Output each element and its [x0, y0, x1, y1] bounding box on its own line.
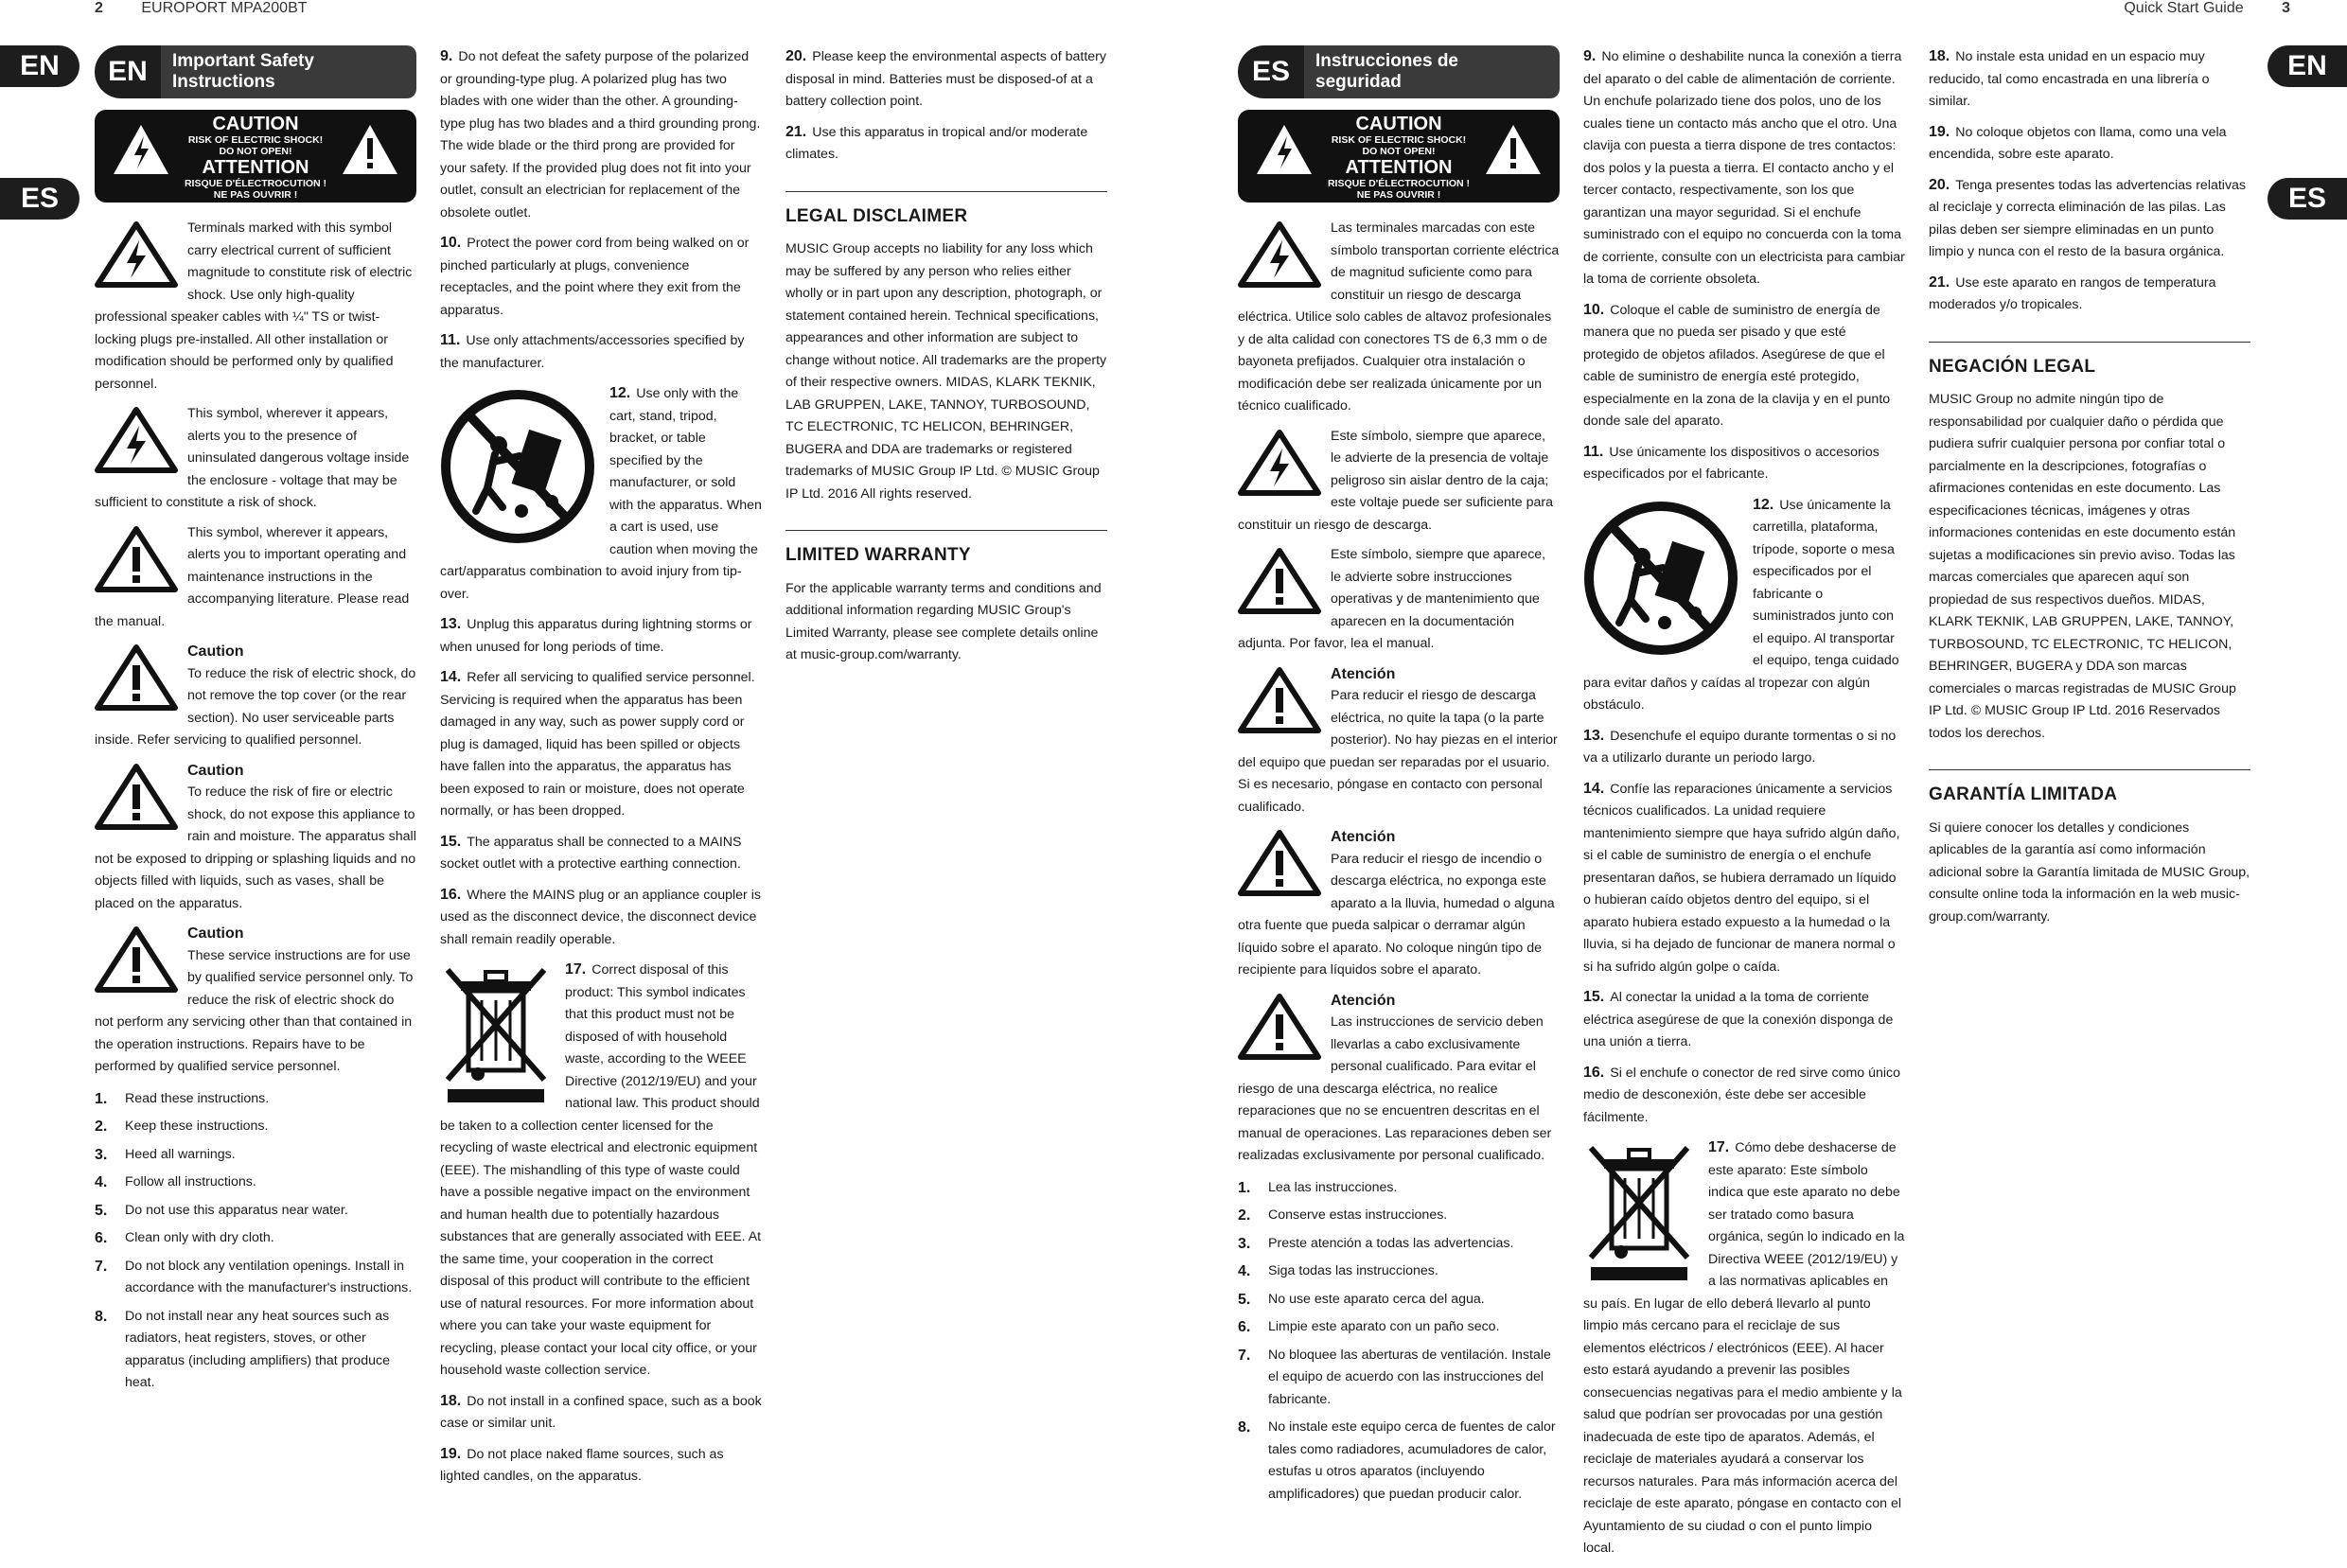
item-number: 6. [1238, 1319, 1251, 1335]
legal-disclaimer-text: MUSIC Group no admite ningún tipo de responsabilidad por cualquier daño o pérdida que pudiera sufrir cualquier persona por confiar total o parcialmente en la descripciones, fotografías o afirmaciones contenidas en este documento. Las especificaciones técnicas, imágenes y otras informaciones contenidas en este documento están sujetas a modificaciones sin previo aviso. Todas las marcas comerciales que aparecen aquí son propiedad de sus respectivos dueños. MIDAS, KLARK TEKNIK, LAB GRUPPEN, LAKE, TANNOY, TURBOSOUND, TC ELECTRONIC, TC HELICON, BEHRINGER, BUGERA y DDA son marcas comerciales o marcas registradas de MUSIC Group IP Ltd. © MUSIC Group IP Ltd. 2016 Reservados todos los derechos. [1929, 392, 2236, 741]
symbol-block [1238, 990, 1560, 1168]
item-number: 12. [609, 385, 631, 401]
item-text: Cómo debe deshacerse de este aparato: Este símbolo indica que este aparato no debe ser tratado como basura orgánica, según lo indicado en la Directiva WEEE (2012/19/EU) y a las normativas aplicables en su país. En lugar de ello deberá llevarlo al punto limpio más cercano para el reciclaje de sus elementos eléctricos / electrónicos (EEE). Al hacer esto estará ayudando a prevenir las posibles consecuencias negativas para el medio ambiente y la salud que podrían ser provocadas por una gestión inadecuada de este tipo de aparatos. Además, el reciclaje de materiales ayudará a conservar los recursos naturales. Para más información acerca del reciclaje de este aparato, póngase en contacto con el Ayuntamiento de su ciudad o con el punto limpio local. [1583, 1140, 1905, 1556]
exclamation-warning-icon [95, 764, 178, 830]
list-item [1929, 45, 2250, 114]
item-number: 13. [1583, 727, 1605, 744]
list-item [440, 1390, 762, 1436]
symbol-text: Para reducir el riesgo de incendio o descarga eléctrica, no exponga este aparato a la lluvia, humedad o alguna otra fuente que pueda salpicar o derramar algún líquido sobre el aparato. No coloque ningún tipo de recipiente para líquidos sobre el aparato. [1238, 851, 1555, 978]
item-number: 7. [1238, 1347, 1251, 1364]
item-text: Tenga presentes todas las advertencias relativas al reciclaje y correcta eliminación de las pilas. Las pilas deben ser siempre eliminadas en un punto limpio y nunca con el resto de la basura orgánica. [1929, 177, 2247, 259]
item-number: 10. [440, 235, 462, 251]
list-item [785, 45, 1107, 114]
item-text: Limpie este aparato con un paño seco. [1268, 1319, 1500, 1334]
symbol-heading: Atención [1331, 992, 1396, 1009]
item-number: 17. [565, 961, 587, 978]
limited-warranty-heading: LIMITED WARRANTY [785, 545, 971, 565]
legal-disclaimer-heading: LEGAL DISCLAIMER [785, 205, 968, 226]
symbol-block [95, 218, 416, 396]
list-item [1238, 1260, 1560, 1283]
exclamation-warning-icon [1238, 830, 1321, 896]
item-text: Preste atención a todas las advertencias. [1268, 1235, 1514, 1251]
item-number: 13. [440, 616, 462, 632]
item-number: 19. [1929, 123, 1950, 140]
item-text: Do not defeat the safety purpose of the polarized or grounding-type plug. A polarized plug has two blades with one wider than the other. A grounding-type plug has two blades and a third grounding prong. The wide blade or the third prong are provided for your safety. If the provided plug does not fit into your outlet, consult an electrician for replacement of the obsolete outlet. [440, 49, 761, 220]
item-text: Please keep the environmental aspects of battery disposal in mind. Batteries must be disposed-of at a battery collection point. [785, 49, 1106, 109]
item-text: No instale este equipo cerca de fuentes de calor tales como radiadores, acumuladores de calor, estufas u otros aparatos (incluyendo amplificadores) que puedan producir calor. [1268, 1419, 1556, 1502]
limited-warranty-text: For the applicable warranty terms and conditions and additional information regarding MUSIC Group's Limited Warranty, please see complete details online at music-group.com/warranty. [785, 580, 1102, 662]
legal-disclaimer-text: MUSIC Group accepts no liability for any loss which may be suffered by any person who relies either wholly or in part upon any description, photograph, or statement contained herein. Technical specifications, appearances and other information are subject to change without notice. All trademarks are the property of their respective owners. MIDAS, KLARK TEKNIK, LAB GRUPPEN, LAKE, TANNOY, TURBOSOUND, TC ELECTRONIC, TC HELICON, BEHRINGER, BUGERA and DDA are trademarks or registered trademarks of MUSIC Group IP Ltd. © MUSIC Group IP Ltd. 2016 All rights reserved. [785, 241, 1107, 502]
item-text: Do not install near any heat sources such as radiators, heat registers, stoves, or other apparatus (including amplifiers) that produce heat. [125, 1308, 390, 1390]
item-text: Unplug this apparatus during lightning storms or when unused for long periods of time. [440, 617, 752, 655]
symbol-block [1238, 544, 1560, 656]
item-text: Clean only with dry cloth. [125, 1230, 274, 1245]
exclamation-warning-icon [1238, 548, 1321, 614]
lightning-warning-icon [112, 123, 170, 176]
symbol-block [95, 923, 416, 1079]
symbol-text: Las instrucciones de servicio deben llevarlas a cabo exclusivamente personal cualificado. Para evitar el riesgo de una descarga eléctrica, no realice reparaciones que no se encuentren descritas en el manual de operaciones. Las reparaciones deben ser realizadas exclusivamente por personal cualificado. [1238, 1014, 1552, 1163]
legal-disclaimer-heading: NEGACIÓN LEGAL [1929, 356, 2096, 377]
item-number: 6. [95, 1230, 108, 1246]
symbol-heading: Caution [187, 762, 244, 779]
attention-risk: RISQUE D'ÉLECTROCUTION ! [184, 178, 327, 189]
side-tab-es[interactable]: ES [0, 178, 79, 220]
symbol-text: This symbol, wherever it appears, alerts you to important operating and maintenance instructions in the accompanying literature. Please read the manual. [95, 524, 410, 629]
item-text: No elimine o deshabilite nunca la conexión a tierra del aparato o del cable de alimentación de corriente. Un enchufe polarizado tiene dos polos, uno de los cuales tiene un contacto más ancho que el otro. Una clavija con puesta a tierra dispone de tres contactos: dos polos y la puesta a tierra. El contacto ancho y el tercer contacto, respectivamente, son los que garantizan una mayor seguridad. Si el enchufe suministrado con el equipo no concuerda con la toma de corriente, consulte con un electricista para cambiar la toma de corriente obsoleta. [1583, 49, 1905, 287]
attention-ne-pas-ouvrir: NE PAS OUVRIR ! [213, 189, 298, 201]
list-item [440, 45, 762, 224]
page-left [0, 0, 1174, 1484]
list-item [1929, 174, 2250, 264]
section-title: Instrucciones de seguridad [1304, 45, 1560, 98]
item-number: 21. [1929, 273, 1950, 291]
symbol-block [1238, 663, 1560, 819]
symbol-text: Terminals marked with this symbol carry electrical current of sufficient magnitude to constitute risk of electric shock. Use only high-quality professional speaker cables with ¼" TS or twist-locking plugs pre-installed. All other installation or modification should be performed only by qualified personnel. [95, 220, 413, 392]
item-number: 11. [1583, 443, 1604, 460]
list-item [440, 666, 762, 823]
item-text: Do not install in a confined space, such as a book case or similar unit. [440, 1393, 762, 1431]
item-text: The apparatus shall be connected to a MAINS socket outlet with a protective earthing connection. [440, 834, 742, 872]
item-number: 9. [1583, 48, 1597, 64]
page-header-left [95, 0, 308, 21]
item-text: Use only with the cart, stand, tripod, bracket, or table specified by the manufacturer, or sold with the apparatus. When a cart is used, use caution when moving the cart/apparatus combination to avoid injury from tip-over. [440, 386, 762, 602]
symbol-text: To reduce the risk of electric shock, do not remove the top cover (or the rear section). No user serviceable parts inside. Refer servicing to qualified personnel. [95, 665, 416, 748]
list-item [1583, 441, 1905, 486]
list-item [440, 613, 762, 659]
page-number: 3 [2282, 0, 2290, 16]
lightning-warning-icon [1238, 430, 1321, 496]
caution-risk: RISK OF ELECTRIC SHOCK! [187, 134, 324, 146]
item-number: 4. [1238, 1263, 1251, 1279]
item-text: No bloquee las aberturas de ventilación. Instale el equipo de acuerdo con las instrucciones del fabricante. [1268, 1347, 1551, 1407]
item-text: No use este aparato cerca del agua. [1268, 1291, 1485, 1307]
page-number: 2 [95, 0, 103, 16]
item-text: Siga todas las instrucciones. [1268, 1263, 1438, 1278]
symbol-block [95, 760, 416, 916]
section-title: Important Safety Instructions [161, 45, 416, 98]
item-text: No coloque objetos con llama, como una vela encendida, sobre este aparato. [1929, 124, 2227, 162]
list-item [440, 884, 762, 952]
list-item [1583, 778, 1905, 979]
item-text: Do not place naked flame sources, such as lighted candles, on the apparatus. [440, 1446, 724, 1484]
item-number: 18. [440, 1392, 462, 1409]
cart-tip-over-warning-icon [1583, 498, 1739, 659]
item-number: 20. [1929, 176, 1950, 193]
item-text: Conserve estas instrucciones. [1268, 1207, 1448, 1223]
list-item [1583, 299, 1905, 433]
item-number: 15. [440, 833, 462, 850]
symbol-block [95, 641, 416, 752]
side-tab-es[interactable]: ES [2268, 178, 2347, 220]
item-text: Coloque el cable de suministro de energía de manera que no pueda ser pisado y que esté protegido de objetos afilados. Asegúrese de que el cable de suministro de energía esté protegido, especialmente en la zona de la clavija y en el punto donde sale del aparato. [1583, 302, 1891, 429]
item-number: 2. [95, 1119, 108, 1135]
list-item [1583, 45, 1905, 291]
item-number: 7. [95, 1258, 108, 1275]
item-number: 8. [95, 1308, 108, 1325]
symbol-heading: Atención [1331, 665, 1396, 682]
list-item [95, 1116, 416, 1138]
caution-do-not-open: DO NOT OPEN! [219, 146, 292, 157]
item-text: Where the MAINS plug or an appliance coupler is used as the disconnect device, the disconnect device shall remain readily operable. [440, 887, 761, 947]
attention-risk: RISQUE D'ÉLECTROCUTION ! [1327, 178, 1471, 189]
item-text: Do not use this apparatus near water. [125, 1202, 348, 1218]
list-item [440, 1443, 762, 1489]
lightning-warning-icon [95, 221, 178, 288]
symbol-text: This symbol, wherever it appears, alerts you to the presence of uninsulated dangerous voltage inside the enclosure - voltage that may be sufficient to constitute a risk of shock. [95, 406, 410, 510]
item-number: 5. [1238, 1291, 1251, 1308]
lightning-warning-icon [1238, 221, 1321, 288]
section-header [1238, 45, 1560, 98]
list-item [1238, 1205, 1560, 1227]
list-item [440, 382, 762, 606]
item-text: Al conectar la unidad a la toma de corriente eléctrica asegúrese de que la conexión disponga de una unión a tierra. [1583, 990, 1894, 1049]
item-text: Use this apparatus in tropical and/or moderate climates. [785, 124, 1088, 162]
list-item [1583, 1136, 1905, 1560]
lightning-warning-icon [1255, 123, 1314, 176]
attention-heading: ATTENTION [1345, 157, 1453, 178]
caution-risk: RISK OF ELECTRIC SHOCK! [1331, 134, 1467, 146]
list-item [95, 1144, 416, 1167]
list-item [1238, 1316, 1560, 1339]
list-item [95, 1088, 416, 1111]
item-text: Follow all instructions. [125, 1174, 256, 1189]
exclamation-warning-icon [95, 526, 178, 592]
list-item [440, 329, 762, 375]
en-column-3 [785, 45, 1107, 675]
item-text: Confíe las reparaciones únicamente a servicios técnicos cualificados. La unidad requiere mantenimiento siempre que haya sufrido algún daño, si el cable de suministro de energía o el enchufe presentaran daños, se hubiera derramado un líquido o hubieran caído objetos dentro del equipo, si el aparato hubiera estado expuesto a la humedad o la lluvia, si ha dejado de funcionar de manera normal o si ha sufrido algún golpe o caída. [1583, 781, 1900, 975]
list-item [440, 831, 762, 876]
item-number: 1. [95, 1090, 108, 1107]
list-item [95, 1227, 416, 1250]
doc-title: Quick Start Guide [2124, 0, 2244, 16]
list-item [785, 121, 1107, 167]
exclamation-warning-icon [1484, 123, 1543, 176]
item-number: 17. [1708, 1139, 1730, 1155]
symbol-block [1238, 218, 1560, 418]
list-item [1238, 1233, 1560, 1256]
attention-ne-pas-ouvrir: NE PAS OUVRIR ! [1356, 189, 1441, 201]
item-text: Keep these instructions. [125, 1119, 269, 1134]
symbol-heading: Caution [187, 925, 244, 942]
list-item [1583, 725, 1905, 770]
symbol-block [95, 403, 416, 515]
lightning-warning-icon [95, 407, 178, 473]
es-column-2 [1583, 45, 1905, 1568]
caution-heading: CAUTION [1355, 114, 1442, 134]
symbol-text: Este símbolo, siempre que aparece, le advierte de la presencia de voltaje peligroso sin aislar dentro de la caja; este voltaje puede ser suficiente para constituir un riesgo de descarga. [1238, 428, 1554, 533]
en-column-1 [95, 45, 416, 1401]
symbol-text: To reduce the risk of fire or electric shock, do not expose this appliance to rain and moisture. The apparatus shall not be exposed to dripping or splashing liquids and no objects filled with liquids, such as vases, shall be placed on the apparatus. [95, 784, 416, 911]
item-text: Si el enchufe o conector de red sirve como único medio de desconexión, éste debe ser accesible fácilmente. [1583, 1065, 1901, 1125]
instruction-list [1238, 1177, 1560, 1506]
exclamation-warning-icon [95, 926, 178, 993]
list-item [95, 1256, 416, 1300]
weee-bin-icon [1583, 1140, 1695, 1282]
page-header-right [2124, 0, 2290, 21]
list-item [95, 1200, 416, 1223]
item-number: 9. [440, 48, 453, 64]
item-number: 3. [1238, 1235, 1251, 1252]
page-right [1174, 0, 2347, 1556]
item-number: 15. [1583, 989, 1605, 1005]
section-code: EN [95, 45, 161, 98]
item-text: Correct disposal of this product: This symbol indicates that this product must not be disposed of with household waste, according to the WEEE Directive (2012/19/EU) and your national law. This product should be taken to a collection center licensed for the recycling of waste electrical and electronic equipment (EEE). The mishandling of this type of waste could have a possible negative impact on the environment and human health due to potentially hazardous substances that are generally associated with EEE. At the same time, your cooperation in the correct disposal of this product will contribute to the efficient use of natural resources. For more information about where you can take your waste equipment for recycling, please contact your local city office, or your household waste collection service. [440, 962, 762, 1378]
list-item [1929, 272, 2250, 317]
section-divider [1929, 342, 2250, 343]
item-number: 10. [1583, 301, 1605, 318]
list-item [1238, 1417, 1560, 1506]
list-item [95, 1306, 416, 1395]
item-number: 21. [785, 123, 807, 140]
item-text: Use este aparato en rangos de temperatura moderados y/o tropicales. [1929, 274, 2216, 312]
exclamation-warning-icon [341, 123, 399, 176]
item-text: Use únicamente los dispositivos o accesorios especificados por el fabricante. [1583, 444, 1879, 482]
list-item [1238, 1177, 1560, 1200]
symbol-heading: Caution [187, 643, 244, 660]
list-item [440, 959, 762, 1383]
en-column-2 [440, 45, 762, 1496]
item-text: Read these instructions. [125, 1090, 270, 1106]
item-number: 14. [1583, 780, 1605, 797]
caution-do-not-open: DO NOT OPEN! [1362, 146, 1436, 157]
item-number: 16. [1583, 1064, 1605, 1081]
list-item [1929, 121, 2250, 167]
symbol-heading: Atención [1331, 829, 1396, 845]
item-number: 12. [1753, 496, 1774, 513]
item-number: 20. [785, 48, 807, 64]
es-column-1 [1238, 45, 1560, 1511]
item-number: 18. [1929, 48, 1950, 64]
caution-heading: CAUTION [212, 114, 299, 134]
item-number: 11. [440, 332, 461, 348]
weee-bin-icon [440, 962, 552, 1104]
list-item [1583, 494, 1905, 717]
exclamation-warning-icon [1238, 667, 1321, 733]
item-text: Use únicamente la carretilla, plataforma, trípode, soporte o mesa especificados por el fabricante o suministrados junto con el equipo. Al transportar el equipo, tenga cuidado para evitar daños y caídas al tropezar con algún obstáculo. [1583, 497, 1899, 713]
symbol-block [1238, 426, 1560, 537]
list-item [1238, 1345, 1560, 1412]
side-tab-en[interactable]: EN [2268, 45, 2347, 87]
symbol-block [1238, 826, 1560, 982]
section-code: ES [1238, 45, 1304, 98]
symbol-text: Las terminales marcadas con este símbolo transportan corriente eléctrica de magnitud suficiente como para constituir un riesgo de descarga eléctrica. Utilice solo cables de altavoz profesionales y de alta calidad con conectores TS de 6,3 mm o de bayoneta prefijados. Cualquier otra instalación o modificación debe ser realizada únicamente por un técnico cualificado. [1238, 220, 1560, 414]
section-header [95, 45, 416, 98]
item-number: 3. [95, 1146, 108, 1163]
item-number: 19. [440, 1445, 462, 1462]
item-text: Refer all servicing to qualified service personnel. Servicing is required when the apparatus has been damaged in any way, such as power supply cord or plug is damaged, liquid has been spilled or objects have fallen into the apparatus, the apparatus has been exposed to rain or moisture, does not operate normally, or has been dropped. [440, 670, 755, 819]
list-item [1583, 1062, 1905, 1130]
item-number: 8. [1238, 1419, 1251, 1436]
item-number: 1. [1238, 1179, 1251, 1196]
item-text: Protect the power cord from being walked on or pinched particularly at plugs, convenience receptacles, and the point where they exit from the apparatus. [440, 236, 750, 318]
item-number: 2. [1238, 1207, 1251, 1224]
item-text: Use only attachments/accessories specified by the manufacturer. [440, 333, 745, 371]
section-divider [785, 530, 1107, 531]
symbol-text: These service instructions are for use by qualified service personnel only. To reduce the risk of electric shock do not perform any servicing other than that contained in the operation instructions. Repairs have to be performed by qualified service personnel. [95, 947, 414, 1074]
item-text: No instale esta unidad en un espacio muy reducido, tal como encastrada en una librería o similar. [1929, 49, 2210, 109]
exclamation-warning-icon [1238, 994, 1321, 1060]
caution-label [95, 110, 416, 203]
list-item [440, 232, 762, 322]
item-text: Do not block any ventilation openings. Install in accordance with the manufacturer's instructions. [125, 1258, 413, 1295]
item-number: 14. [440, 669, 462, 685]
list-item [1583, 986, 1905, 1054]
item-text: Heed all warnings. [125, 1146, 236, 1162]
section-divider [785, 191, 1107, 192]
symbol-block [95, 522, 416, 634]
side-tab-en[interactable]: EN [0, 45, 79, 87]
item-text: Desenchufe el equipo durante tormentas o si no va a utilizarlo durante un periodo largo. [1583, 728, 1897, 766]
es-column-3 [1929, 45, 2250, 936]
item-number: 5. [95, 1202, 108, 1219]
exclamation-warning-icon [95, 644, 178, 711]
item-number: 16. [440, 886, 462, 903]
limited-warranty-heading: GARANTÍA LIMITADA [1929, 784, 2118, 804]
section-divider [1929, 769, 2250, 770]
doc-title: EUROPORT MPA200BT [141, 0, 308, 16]
item-text: Lea las instrucciones. [1268, 1179, 1398, 1195]
item-number: 4. [95, 1174, 108, 1190]
list-item [95, 1172, 416, 1194]
attention-heading: ATTENTION [202, 157, 309, 178]
caution-label [1238, 110, 1560, 203]
cart-tip-over-warning-icon [440, 386, 596, 547]
limited-warranty-text: Si quiere conocer los detalles y condiciones aplicables de la garantía así como información adicional sobre la Garantía limitada de MUSIC Group, consulte online toda la información en la web music-group.com/warranty. [1929, 819, 2250, 925]
instruction-list [95, 1088, 416, 1395]
list-item [1238, 1289, 1560, 1312]
symbol-text: Para reducir el riesgo de descarga eléctrica, no quite la tapa (o la parte posterior). No hay piezas en el interior del equipo que puedan ser reparadas por el usuario. Si es necesario, póngase en contacto con personal cualificado. [1238, 688, 1558, 815]
symbol-text: Este símbolo, siempre que aparece, le advierte sobre instrucciones operativas y de mantenimiento que aparecen en la documentación adjunta. Por favor, lea el manual. [1238, 547, 1546, 651]
